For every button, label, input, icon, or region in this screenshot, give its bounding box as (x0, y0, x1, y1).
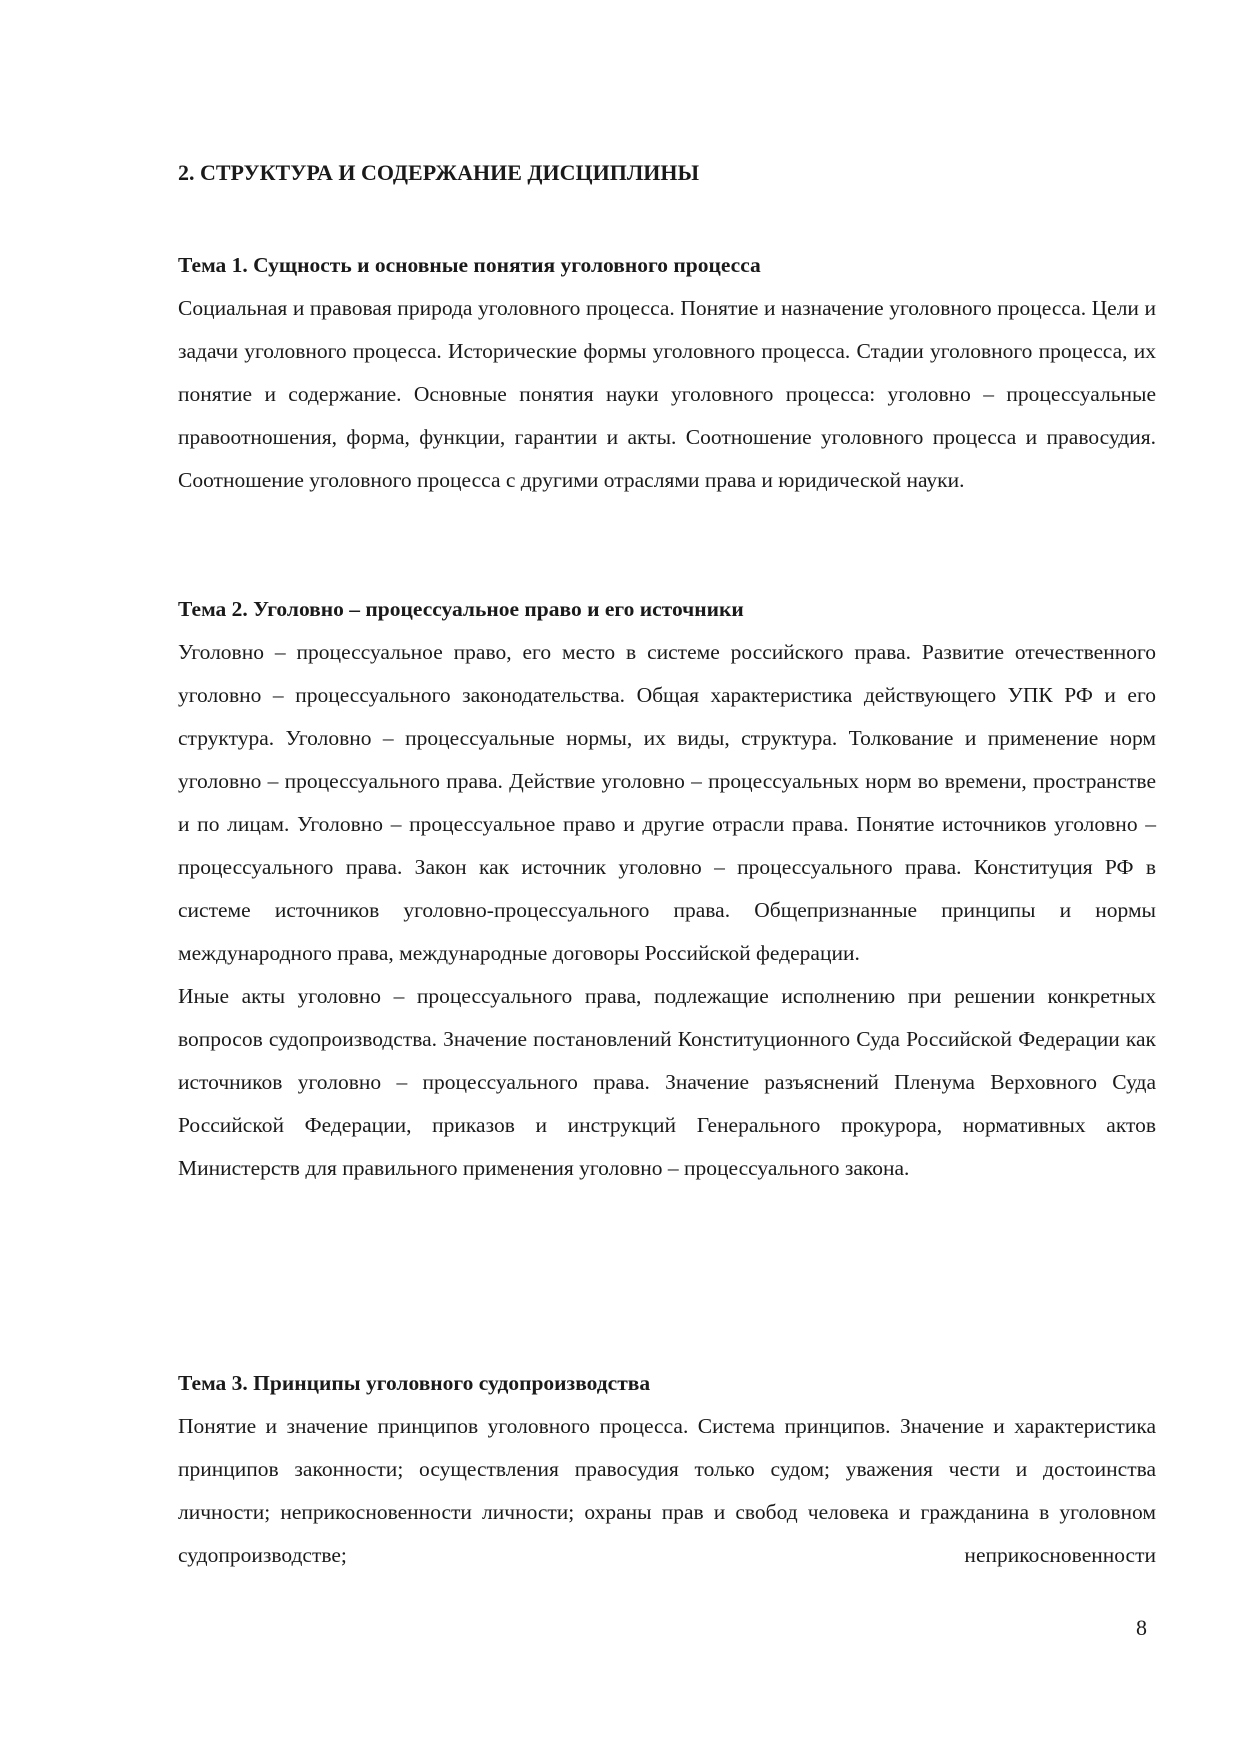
topic-heading: Тема 3. Принципы уголовного судопроизводства (178, 1371, 651, 1395)
topic-1 (178, 244, 1156, 502)
section-title: 2. СТРУКТУРА И СОДЕРЖАНИЕ ДИСЦИПЛИНЫ (178, 160, 700, 185)
topic-paragraph: Иные акты уголовно – процессуального права, подлежащие исполнению при решении конкретных вопросов судопроизводства. Значение постановлений Конституционного Суда Российской Федерации как источников уголовно – процессуального права. Значение разъяснений Пленума Верховного Суда Российской Федерации, приказов и инструкций Генерального прокурора, нормативных актов Министерств для правильного применения уголовно – процессуального закона. (178, 984, 1156, 1180)
topic-3 (178, 1362, 1156, 1577)
topic-2 (178, 588, 1156, 1190)
page-number: 8 (1136, 1615, 1147, 1640)
topic-paragraph: Социальная и правовая природа уголовного процесса. Понятие и назначение уголовного процесса. Цели и задачи уголовного процесса. Исторические формы уголовного процесса. Стадии уголовного процесса, их понятие и содержание. Основные понятия науки уголовного процесса: уголовно – процессуальные правоотношения, форма, функции, гарантии и акты. Соотношение уголовного процесса и правосудия. Соотношение уголовного процесса с другими отраслями права и юридической науки. (178, 296, 1156, 492)
topic-paragraph: Понятие и значение принципов уголовного процесса. Система принципов. Значение и характеристика принципов законности; осуществления правосудия только судом; уважения чести и достоинства личности; неприкосновенности личности; охраны прав и свобод человека и гражданина в уголовном судопроизводстве; неприкосновенности (178, 1414, 1156, 1567)
topic-heading: Тема 2. Уголовно – процессуальное право и его источники (178, 597, 744, 621)
topic-heading: Тема 1. Сущность и основные понятия уголовного процесса (178, 253, 761, 277)
topic-paragraph: Уголовно – процессуальное право, его место в системе российского права. Развитие отечественного уголовно – процессуального законодательства. Общая характеристика действующего УПК РФ и его структура. Уголовно – процессуальные нормы, их виды, структура. Толкование и применение норм уголовно – процессуального права. Действие уголовно – процессуальных норм во времени, пространстве и по лицам. Уголовно – процессуальное право и другие отрасли права. Понятие источников уголовно – процессуального права. Закон как источник уголовно – процессуального права. Конституция РФ в системе источников уголовно-процессуального права. Общепризнанные принципы и нормы международного права, международные договоры Российской федерации. (178, 640, 1156, 965)
